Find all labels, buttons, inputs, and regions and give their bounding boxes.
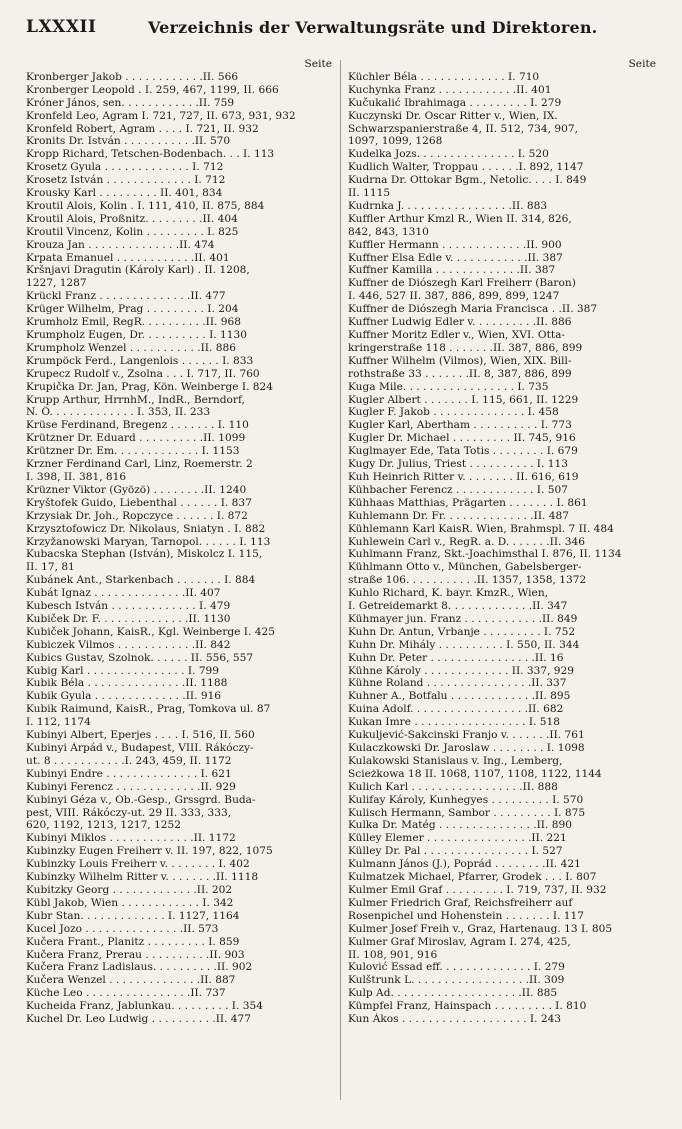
index-entry: Kronfeld Robert, Agram . . . . I. 721, II. 932 xyxy=(26,122,259,135)
index-entry: Kroutil Alois, Kolin . I. 111, 410, II. 875, 884 xyxy=(26,199,265,212)
index-entry: Kuffner Kamilla . . . . . . . . . . . . .II. 387 xyxy=(348,264,556,277)
index-entry: Kudelka Jozs. . . . . . . . . . . . . . . I. 520 xyxy=(348,148,549,161)
index-entry: Krosetz István . . . . . . . . . . . . . I. 712 xyxy=(26,174,226,187)
index-entry: Kuhlemann Dr. Fr. . . . . . . . . . . . . .II. 487 xyxy=(348,509,569,522)
index-entry: Króner János, sen. . . . . . . . . . . .II. 759 xyxy=(26,96,235,109)
index-entry: Kugler F. Jakob . . . . . . . . . . . . . . I. 458 xyxy=(348,406,559,419)
index-entry: Kučera Franz, Prerau . . . . . . . . . .II. 903 xyxy=(26,948,245,961)
index-entry: Kühne Roland . . . . . . . . . . . . . . . .II. 337 xyxy=(348,677,567,690)
index-entry: Kübl Jakob, Wien . . . . . . . . . . . . I. 342 xyxy=(26,896,234,909)
right-column xyxy=(348,58,656,1026)
index-entry: Kuffner Ludwig Edler v. . . . . . . . . .II. 886 xyxy=(348,316,572,329)
index-entry: Kun Ákos . . . . . . . . . . . . . . . . . . . I. 243 xyxy=(348,1013,562,1026)
index-entry: Kučukalić Ibrahimaga . . . . . . . . . I. 279 xyxy=(348,96,562,109)
index-entry: Kubinzky Wilhelm Ritter v. . . . . . . .II. 1118 xyxy=(26,871,259,884)
index-entry: Kucheida Franz, Jablunkau. . . . . . . . . I. 354 xyxy=(26,1000,263,1013)
index-entry: Kubiček Dr. F. . . . . . . . . . . . . .II. 1130 xyxy=(26,612,231,625)
index-entry: Krzner Ferdinand Carl, Linz, Roemerstr. 2 xyxy=(26,458,253,471)
index-entry: Kuh Heinrich Ritter v. . . . . . . . II. 616, 619 xyxy=(348,470,579,483)
index-entry: Krupp Arthur, HrrnhM., IndR., Berndorf, xyxy=(26,393,245,406)
index-entry: Kuczynski Dr. Oscar Ritter v., Wien, IX. xyxy=(348,109,558,122)
index-entry: straße 106. . . . . . . . . . .II. 1357, 1358, 1372 xyxy=(348,574,587,587)
index-entry: II. 17, 81 xyxy=(26,561,75,574)
index-entry: Kulmer Graf Miroslav, Agram I. 274, 425, xyxy=(348,935,571,948)
index-entry: Kudrna Dr. Ottokar Bgm., Netolic. . . . I. 849 xyxy=(348,174,587,187)
index-entry: Krupička Dr. Jan, Prag, Kön. Weinberge I. 824 xyxy=(26,380,274,393)
page-number: LXXXII xyxy=(26,17,97,37)
index-entry: Kropp Richard, Tetschen-Bodenbach. . . I. 113 xyxy=(26,148,275,161)
index-entry: pest, VIII. Rákóczy-ut. 29 II. 333, 333, xyxy=(26,806,232,819)
index-entry: Kulifay Károly, Kunhegyes . . . . . . . . . I. 570 xyxy=(348,793,584,806)
index-entry: Külley Elemer . . . . . . . . . . . . . . . .II. 221 xyxy=(348,832,567,845)
index-entry: Krouza Jan . . . . . . . . . . . . . .II. 474 xyxy=(26,238,215,251)
index-entry: ut. 8 . . . . . . . . . . .I. 243, 459, II. 1172 xyxy=(26,754,232,767)
index-entry: Kryštofek Guido, Liebenthal . . . . . . I. 837 xyxy=(26,496,252,509)
index-entry: Kubánek Ant., Starkenbach . . . . . . . I. 884 xyxy=(26,574,256,587)
index-entry: Krosetz Gyula . . . . . . . . . . . . . I. 712 xyxy=(26,161,224,174)
index-entry: Kuhner A., Botfalu . . . . . . . . . . . . .II. 895 xyxy=(348,690,571,703)
column-divider xyxy=(340,60,341,1100)
index-entry: Krützner Dr. Em. . . . . . . . . . . . . I. 1153 xyxy=(26,445,240,458)
index-entry: Krousky Karl . . . . . . . . . II. 401, 834 xyxy=(26,187,223,200)
index-entry: Kühlemann Karl KaisR. Wien, Brahmspl. 7 II. 484 xyxy=(348,522,614,535)
index-entry: Kučera Wenzel . . . . . . . . . . . . . .II. 887 xyxy=(26,974,236,987)
index-entry: Kubinyi Árpád v., Budapest, VIII. Rákóczy- xyxy=(26,742,254,755)
page-header xyxy=(26,17,656,41)
index-entry: Kugler Dr. Michael . . . . . . . . . II. 745, 916 xyxy=(348,432,576,445)
index-entry: Krüzner Viktor (Gyözö) . . . . . . . .II. 1240 xyxy=(26,483,247,496)
index-entry: Kulmatzek Michael, Pfarrer, Grodek . . . I. 807 xyxy=(348,871,597,884)
index-entry: Küchler Béla . . . . . . . . . . . . . I. 710 xyxy=(348,70,540,83)
index-entry: II. 1115 xyxy=(348,187,391,200)
index-entry: Kubinyi Albert, Eperjes . . . . I. 516, II. 560 xyxy=(26,729,255,742)
index-entry: Kubics Gustav, Szolnok. . . . . . II. 556, 557 xyxy=(26,651,254,664)
index-entry: Kuhlmann Franz, Skt.-Joachimsthal I. 876, II. 1134 xyxy=(348,548,622,561)
index-entry: Kuffler Arthur Kmzl R., Wien II. 314, 826, xyxy=(348,212,572,225)
index-entry: Kukuljević-Sakcinski Franjo v. . . . . . .II. 761 xyxy=(348,729,585,742)
index-entry: Kuga Mile. . . . . . . . . . . . . . . . . I. 735 xyxy=(348,380,549,393)
index-entry: Kubiček Johann, KaisR., Kgl. Weinberge I. 425 xyxy=(26,625,275,638)
index-entry: Kubik Béla . . . . . . . . . . . . . . .II. 1188 xyxy=(26,677,228,690)
index-entry: Kukan Imre . . . . . . . . . . . . . . . . . I. 518 xyxy=(348,716,560,729)
index-entry: Kroutil Vincenz, Kolin . . . . . . . . . I. 825 xyxy=(26,225,239,238)
index-entry: Krzysiak Dr. Joh., Ropczyce . . . . . . I. 872 xyxy=(26,509,248,522)
index-entry: I. 446, 527 II. 387, 886, 899, 899, 1247 xyxy=(348,290,560,303)
index-entry: N. Ö. . . . . . . . . . . . . I. 353, II. 233 xyxy=(26,406,211,419)
index-entry: Krupecz Rudolf v., Zsolna . . . I. 717, II. 760 xyxy=(26,367,260,380)
index-entry: Krzysztofowicz Dr. Nikolaus, Sniatyn . I. 882 xyxy=(26,522,266,535)
index-entry: Kronberger Jakob . . . . . . . . . . . .II. 566 xyxy=(26,70,239,83)
index-entry: Kučera Frant., Planitz . . . . . . . . . I. 859 xyxy=(26,935,240,948)
index-entry: Kugler Albert . . . . . . . I. 115, 661, II. 1229 xyxy=(348,393,579,406)
index-entry: Kulka Dr. Matég . . . . . . . . . . . . . . .II. 890 xyxy=(348,819,572,832)
index-entry: Kuffler Hermann . . . . . . . . . . . . .II. 900 xyxy=(348,238,562,251)
index-entry: Kubinzky Louis Freiherr v. . . . . . . . I. 402 xyxy=(26,858,250,871)
index-entry: Krumholz Emil, RegR. . . . . . . . . .II. 968 xyxy=(26,316,241,329)
index-entry: Kuhlewein Carl v., RegR. a. D. . . . . . .II. 346 xyxy=(348,535,585,548)
index-entry: Kuglmayer Ede, Tata Totis . . . . . . . . I. 679 xyxy=(348,445,578,458)
index-entry: Kučera Franz Ladislaus. . . . . . . . . .II. 902 xyxy=(26,961,253,974)
index-entry: Kugy Dr. Julius, Triest . . . . . . . . . . I. 113 xyxy=(348,458,568,471)
index-entry: Kulmer Friedrich Graf, Reichsfreiherr auf xyxy=(348,896,573,909)
index-entry: Kroutil Alois, Proßnitz. . . . . . . . .II. 404 xyxy=(26,212,238,225)
index-entry: Kulisch Hermann, Sambor . . . . . . . . . I. 875 xyxy=(348,806,586,819)
index-entry: Külley Dr. Pal . . . . . . . . . . . . . . . . I. 527 xyxy=(348,845,563,858)
seite-label: Seite xyxy=(628,58,656,70)
index-entry: Krumpholz Wenzel . . . . . . . . . . .II. 886 xyxy=(26,341,236,354)
index-entry: Kuchel Dr. Leo Ludwig . . . . . . . . . .II. 477 xyxy=(26,1013,252,1026)
index-entry: Kubitzky Georg . . . . . . . . . . . . .II. 202 xyxy=(26,883,233,896)
index-entry: 620, 1192, 1213, 1217, 1252 xyxy=(26,819,182,832)
index-entry: Kulp Ad. . . . . . . . . . . . . . . . . . . .II. 885 xyxy=(348,987,558,1000)
index-entry: Kuffner de Diószegh Maria Francisca . .II. 387 xyxy=(348,303,598,316)
index-entry: Kuffner de Diószegh Karl Freiherr (Baron) xyxy=(348,277,576,290)
index-entry: I. 398, II. 381, 816 xyxy=(26,470,127,483)
index-entry: Krumpöck Ferd., Langenlois . . . . . . I. 833 xyxy=(26,354,254,367)
index-entry: Kuhn Dr. Mihály . . . . . . . . . . I. 550, II. 344 xyxy=(348,638,580,651)
left-column xyxy=(26,58,332,1026)
index-entry: Kubinzky Eugen Freiherr v. II. 197, 822, 1075 xyxy=(26,845,273,858)
index-entry: Kulich Karl . . . . . . . . . . . . . . . . .II. 888 xyxy=(348,780,558,793)
index-entry: Kubiczek Vilmos . . . . . . . . . . . .II. 842 xyxy=(26,638,231,651)
index-entry: Kubesch István . . . . . . . . . . . . . I. 479 xyxy=(26,600,231,613)
index-entry: Kuhlo Richard, K. bayr. KmzR., Wien, xyxy=(348,587,549,600)
index-entry: Küche Leo . . . . . . . . . . . . . . . .II. 737 xyxy=(26,987,226,1000)
index-entry: Kucel Jozo . . . . . . . . . . . . . . .II. 573 xyxy=(26,922,219,935)
index-entry: Kugler Karl, Abertham . . . . . . . . . . I. 773 xyxy=(348,419,572,432)
index-entry: Kühmayer jun. Franz . . . . . . . . . . . .II. 849 xyxy=(348,612,578,625)
index-entry: Kubinyi Miklos . . . . . . . . . . . . .II. 1172 xyxy=(26,832,236,845)
seite-label: Seite xyxy=(304,58,332,70)
index-entry: Kuhn Dr. Peter . . . . . . . . . . . . . . . .II. 16 xyxy=(348,651,564,664)
index-entry: Krpata Emanuel . . . . . . . . . . . .II. 401 xyxy=(26,251,230,264)
index-entry: Kubacska Stephan (István), Miskolcz I. 115, xyxy=(26,548,263,561)
index-entry: Kubik Gyula . . . . . . . . . . . . . .II. 916 xyxy=(26,690,222,703)
index-entry: Kuhn Dr. Antun, Vrbanje . . . . . . . . . I. 752 xyxy=(348,625,576,638)
index-entry: Kubinyi Ferencz . . . . . . . . . . . . .II. 929 xyxy=(26,780,236,793)
index-entry: Krüse Ferdinand, Bregenz . . . . . . . I. 110 xyxy=(26,419,249,432)
index-entry: Kuina Adolf. . . . . . . . . . . . . . . . . .II. 682 xyxy=(348,703,564,716)
index-entry: Kulović Essad eff. . . . . . . . . . . . . . I. 279 xyxy=(348,961,565,974)
index-entry: Krumpholz Eugen, Dr. . . . . . . . . . I. 1130 xyxy=(26,329,247,342)
index-entry: Kulštrunk L. . . . . . . . . . . . . . . . . .II. 309 xyxy=(348,974,565,987)
index-entry: Kudlich Walter, Troppau . . . . . .I. 892, 1147 xyxy=(348,161,584,174)
index-entry: Kulmer Emil Graf . . . . . . . . . I. 719, 737, II. 932 xyxy=(348,883,607,896)
index-entry: 1227, 1287 xyxy=(26,277,87,290)
index-entry: Kubinyi Géza v., Ob.-Gesp., Grssgrd. Buda- xyxy=(26,793,256,806)
index-entry: 842, 843, 1310 xyxy=(348,225,429,238)
index-entry: Kubát Ignaz . . . . . . . . . . . . . .II. 407 xyxy=(26,587,221,600)
page-title: Verzeichnis der Verwaltungsräte und Direktoren. xyxy=(148,18,598,37)
index-entry: Kulmann János (J.), Poprád . . . . . . . .II. 421 xyxy=(348,858,581,871)
index-entry: I. Getreidemarkt 8. . . . . . . . . . . . .II. 347 xyxy=(348,600,568,613)
index-entry: Rosenpichel und Hohenstein . . . . . . . I. 117 xyxy=(348,909,584,922)
index-entry: Scieżkowa 18 II. 1068, 1107, 1108, 1122, 1144 xyxy=(348,767,602,780)
index-entry: Kuffner Elsa Edle v. . . . . . . . . . . .II. 387 xyxy=(348,251,563,264)
index-entry: Kubinyi Endre . . . . . . . . . . . . . . I. 621 xyxy=(26,767,232,780)
index-entry: Krützner Dr. Eduard . . . . . . . . . .II. 1099 xyxy=(26,432,246,445)
index-entry: Kronits Dr. István . . . . . . . . . . .II. 570 xyxy=(26,135,231,148)
index-entry: Kudrnka J. . . . . . . . . . . . . . . . .II. 883 xyxy=(348,199,548,212)
index-entry: 1097, 1099, 1268 xyxy=(348,135,443,148)
index-entry: Schwarzspanierstraße 4, II. 512, 734, 907, xyxy=(348,122,578,135)
index-entry: Krüger Wilhelm, Prag . . . . . . . . . I. 204 xyxy=(26,303,239,316)
index-entry: Kuchynka Franz . . . . . . . . . . . .II. 401 xyxy=(348,83,552,96)
index-entry: Kümpfel Franz, Hainspach . . . . . . . . . I. 810 xyxy=(348,1000,587,1013)
index-entry: Kuffner Wilhelm (Vilmos), Wien, XIX. Bill- xyxy=(348,354,572,367)
index-entry: Kubr Stan. . . . . . . . . . . . . I. 1127, 1164 xyxy=(26,909,240,922)
index-entry: Kuffner Moritz Edler v., Wien, XVI. Otta- xyxy=(348,329,565,342)
index-entry: rothstraße 33 . . . . . . .II. 8, 387, 886, 899 xyxy=(348,367,572,380)
index-entry: Kubik Raimund, KaisR., Prag, Tomkova ul. 87 xyxy=(26,703,271,716)
index-entry: Krückl Franz . . . . . . . . . . . . . .II. 477 xyxy=(26,290,226,303)
index-entry: I. 112, 1174 xyxy=(26,716,91,729)
index-entry: II. 108, 901, 916 xyxy=(348,948,438,961)
index-entry: Kulaczkowski Dr. Jaroslaw . . . . . . . . I. 1098 xyxy=(348,742,585,755)
index-entry: Kronfeld Leo, Agram I. 721, 727, II. 673, 931, 932 xyxy=(26,109,296,122)
index-entry: Kühbacher Ferencz . . . . . . . . . . . . I. 507 xyxy=(348,483,568,496)
index-entry: Kulmer Josef Freih v., Graz, Hartenaug. 13 I. 805 xyxy=(348,922,613,935)
index-entry: Kubig Karl . . . . . . . . . . . . . . . I. 799 xyxy=(26,664,220,677)
index-entry: Kühhaas Matthias, Prägarten . . . . . . . I. 861 xyxy=(348,496,588,509)
index-entry: Kulakowski Stanislaus v. Ing., Lemberg, xyxy=(348,754,563,767)
index-entry: Krzyžanowski Maryan, Tarnopol. . . . . . I. 113 xyxy=(26,535,271,548)
index-entry: Kršnjavi Dragutin (Károly Karl) . II. 1208, xyxy=(26,264,250,277)
index-entry: kringerstraße 118 . . . . . . .II. 387, 886, 899 xyxy=(348,341,583,354)
index-entry: Kühlmann Otto v., München, Gabelsberger- xyxy=(348,561,582,574)
index-entry: Kronberger Leopold . I. 259, 467, 1199, II. 666 xyxy=(26,83,279,96)
index-entry: Kühne Károly . . . . . . . . . . . . . II. 337, 929 xyxy=(348,664,575,677)
